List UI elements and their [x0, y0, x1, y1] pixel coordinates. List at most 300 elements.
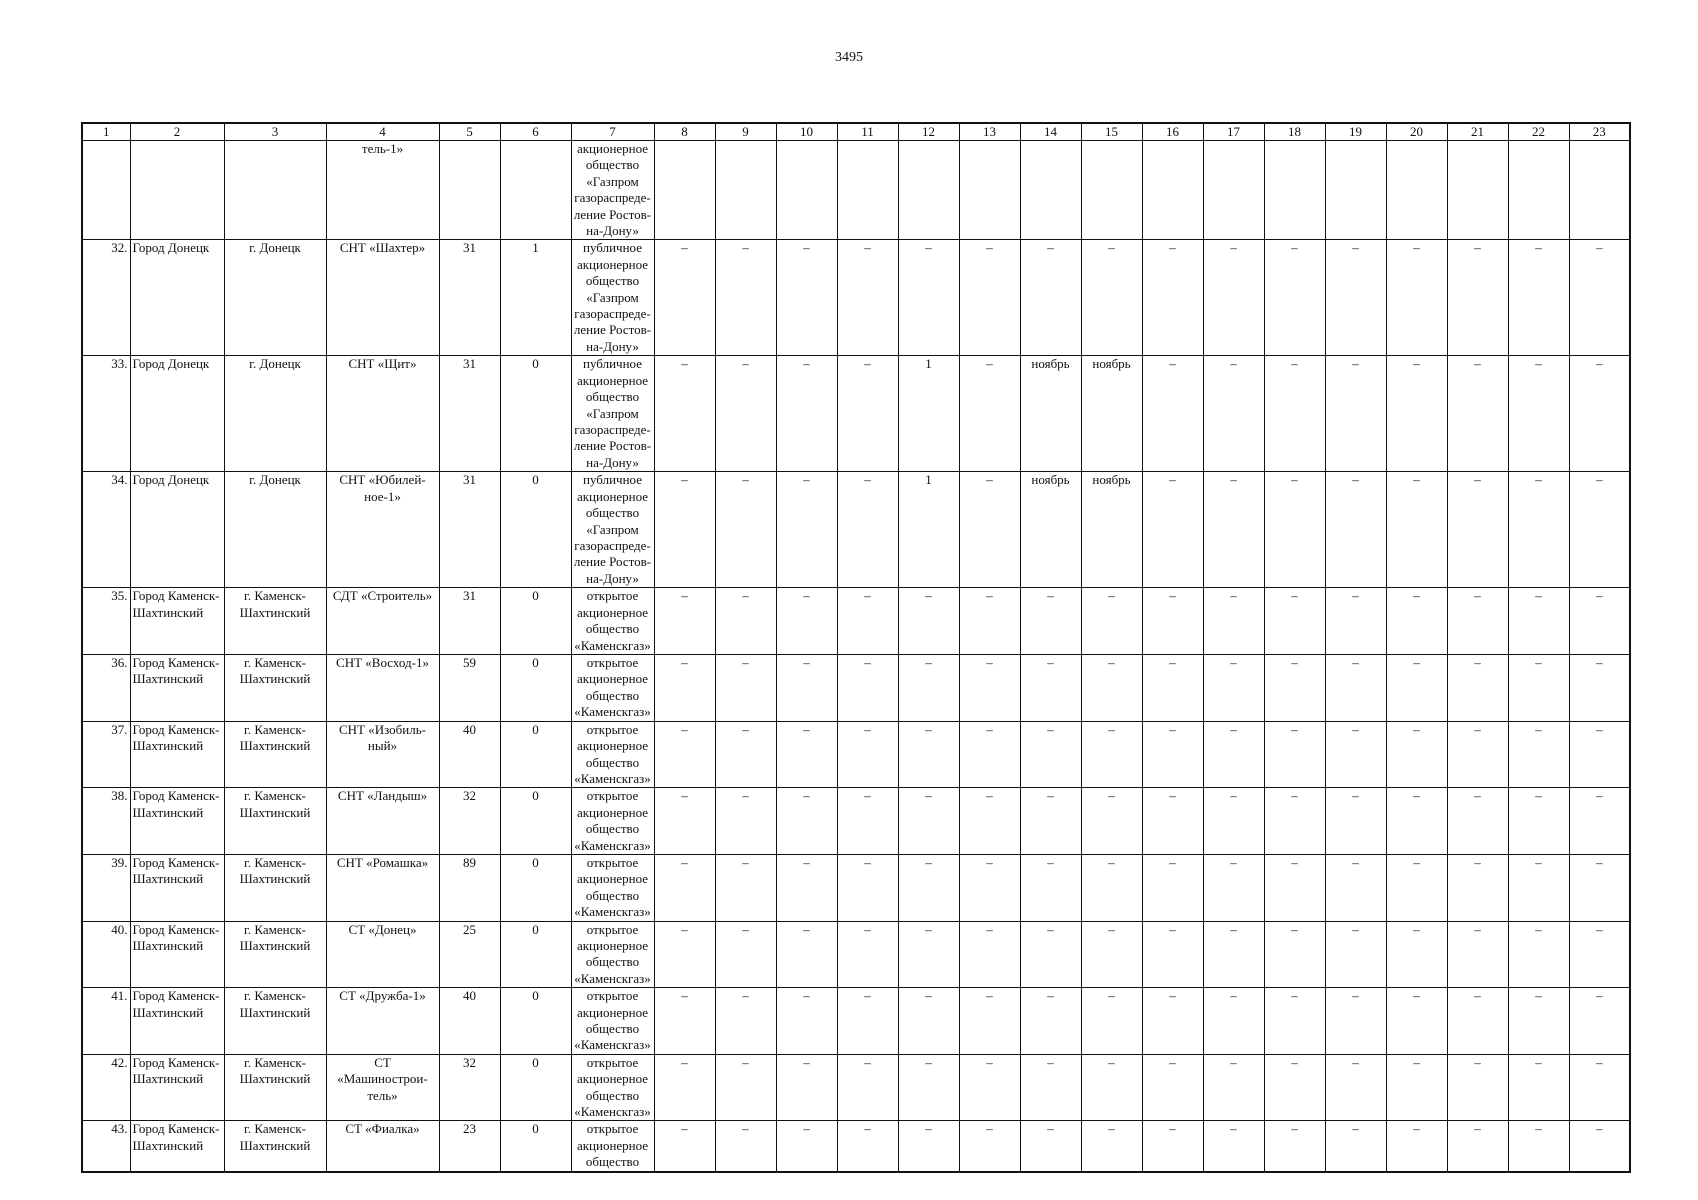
partnership-name-cell: СНТ «Щит»: [326, 356, 439, 472]
gas-organization-cell: открытое акционерное общество «Каменскгаз»: [571, 854, 654, 921]
column-17-cell: –: [1203, 1121, 1264, 1172]
column-18-cell: –: [1264, 588, 1325, 655]
partnership-name-cell: СТ «Донец»: [326, 921, 439, 988]
column-8-cell: –: [654, 1054, 715, 1121]
column-5-cell: 59: [439, 655, 500, 722]
column-13-cell: –: [959, 721, 1020, 788]
column-16-cell: –: [1142, 356, 1203, 472]
gas-organization-cell: публичное акционерное общество «Газпром газораспреде-ление Ростов-на-Дону»: [571, 472, 654, 588]
municipality-cell: Город Донецк: [130, 240, 224, 356]
column-17-cell: –: [1203, 655, 1264, 722]
partnership-name-cell: СНТ «Ромашка»: [326, 854, 439, 921]
column-12-cell: –: [898, 721, 959, 788]
column-14-cell: –: [1020, 1054, 1081, 1121]
municipality-cell: Город Каменск-Шахтинский: [130, 988, 224, 1055]
column-16-cell: –: [1142, 1121, 1203, 1172]
column-5-cell: 31: [439, 588, 500, 655]
column-23-cell: –: [1569, 1054, 1630, 1121]
column-19-cell: –: [1325, 988, 1386, 1055]
gas-organization-cell: публичное акционерное общество «Газпром газораспреде-ление Ростов-на-Дону»: [571, 240, 654, 356]
municipality-cell: Город Донецк: [130, 356, 224, 472]
column-13-cell: –: [959, 921, 1020, 988]
partnership-name-cell: СНТ «Изобиль-ный»: [326, 721, 439, 788]
column-14-cell: –: [1020, 588, 1081, 655]
column-header-20: 20: [1386, 123, 1447, 141]
column-10-cell: –: [776, 1121, 837, 1172]
column-11-cell: –: [837, 472, 898, 588]
row-number: 40.: [82, 921, 130, 988]
column-17-cell: –: [1203, 988, 1264, 1055]
column-13-cell: [959, 141, 1020, 240]
column-8-cell: –: [654, 788, 715, 855]
settlement-cell: г. Донецк: [224, 356, 326, 472]
column-16-cell: –: [1142, 854, 1203, 921]
column-6-cell: 0: [500, 721, 571, 788]
column-8-cell: –: [654, 1121, 715, 1172]
settlement-cell: г. Каменск-Шахтинский: [224, 988, 326, 1055]
column-12-cell: –: [898, 655, 959, 722]
column-9-cell: –: [715, 921, 776, 988]
row-number: 32.: [82, 240, 130, 356]
column-23-cell: –: [1569, 988, 1630, 1055]
partnership-name-cell: СНТ «Ландыш»: [326, 788, 439, 855]
column-12-cell: –: [898, 988, 959, 1055]
column-20-cell: –: [1386, 854, 1447, 921]
column-16-cell: –: [1142, 655, 1203, 722]
column-21-cell: –: [1447, 1054, 1508, 1121]
column-12-cell: –: [898, 1054, 959, 1121]
column-16-cell: –: [1142, 240, 1203, 356]
column-header-18: 18: [1264, 123, 1325, 141]
column-21-cell: –: [1447, 356, 1508, 472]
column-16-cell: –: [1142, 1054, 1203, 1121]
column-20-cell: –: [1386, 588, 1447, 655]
column-8-cell: –: [654, 655, 715, 722]
column-17-cell: –: [1203, 356, 1264, 472]
column-9-cell: –: [715, 854, 776, 921]
column-9-cell: –: [715, 788, 776, 855]
column-8-cell: –: [654, 988, 715, 1055]
gas-organization-cell: открытое акционерное общество «Каменскгаз»: [571, 788, 654, 855]
table-row: [82, 588, 1630, 655]
column-18-cell: –: [1264, 721, 1325, 788]
column-12-cell: –: [898, 921, 959, 988]
column-16-cell: –: [1142, 788, 1203, 855]
partnership-name-cell: СТ «Фиалка»: [326, 1121, 439, 1172]
table-row: [82, 921, 1630, 988]
column-10-cell: –: [776, 1054, 837, 1121]
column-19-cell: –: [1325, 356, 1386, 472]
column-22-cell: –: [1508, 721, 1569, 788]
column-18-cell: –: [1264, 240, 1325, 356]
column-12-cell: 1: [898, 472, 959, 588]
column-15-cell: ноябрь: [1081, 356, 1142, 472]
column-19-cell: –: [1325, 1054, 1386, 1121]
column-15-cell: –: [1081, 721, 1142, 788]
column-22-cell: –: [1508, 356, 1569, 472]
municipality-cell: Город Каменск-Шахтинский: [130, 1121, 224, 1172]
column-19-cell: –: [1325, 240, 1386, 356]
column-header-10: 10: [776, 123, 837, 141]
column-14-cell: –: [1020, 1121, 1081, 1172]
column-6-cell: 0: [500, 854, 571, 921]
column-16-cell: –: [1142, 721, 1203, 788]
column-14-cell: ноябрь: [1020, 472, 1081, 588]
column-15-cell: –: [1081, 1121, 1142, 1172]
column-19-cell: [1325, 141, 1386, 240]
column-18-cell: –: [1264, 1054, 1325, 1121]
table-row: [82, 141, 1630, 240]
column-9-cell: –: [715, 356, 776, 472]
row-number: 38.: [82, 788, 130, 855]
column-13-cell: –: [959, 1054, 1020, 1121]
partnership-name-cell: СДТ «Строитель»: [326, 588, 439, 655]
column-10-cell: –: [776, 988, 837, 1055]
column-8-cell: –: [654, 356, 715, 472]
column-5-cell: 31: [439, 356, 500, 472]
column-14-cell: –: [1020, 921, 1081, 988]
column-13-cell: –: [959, 356, 1020, 472]
column-18-cell: –: [1264, 788, 1325, 855]
column-header-11: 11: [837, 123, 898, 141]
column-22-cell: –: [1508, 655, 1569, 722]
column-13-cell: –: [959, 240, 1020, 356]
column-10-cell: –: [776, 356, 837, 472]
column-15-cell: –: [1081, 655, 1142, 722]
column-21-cell: –: [1447, 854, 1508, 921]
column-23-cell: –: [1569, 356, 1630, 472]
table-row: [82, 240, 1630, 356]
column-9-cell: –: [715, 472, 776, 588]
column-header-13: 13: [959, 123, 1020, 141]
column-9-cell: –: [715, 655, 776, 722]
column-21-cell: –: [1447, 788, 1508, 855]
column-18-cell: –: [1264, 921, 1325, 988]
column-header-17: 17: [1203, 123, 1264, 141]
column-6-cell: [500, 141, 571, 240]
column-19-cell: –: [1325, 655, 1386, 722]
column-10-cell: –: [776, 788, 837, 855]
column-22-cell: –: [1508, 921, 1569, 988]
column-10-cell: –: [776, 854, 837, 921]
column-22-cell: –: [1508, 1054, 1569, 1121]
column-12-cell: [898, 141, 959, 240]
column-14-cell: ноябрь: [1020, 356, 1081, 472]
column-20-cell: –: [1386, 1121, 1447, 1172]
column-14-cell: –: [1020, 240, 1081, 356]
column-11-cell: –: [837, 655, 898, 722]
column-8-cell: –: [654, 240, 715, 356]
column-20-cell: –: [1386, 988, 1447, 1055]
column-23-cell: –: [1569, 655, 1630, 722]
column-14-cell: [1020, 141, 1081, 240]
column-23-cell: –: [1569, 788, 1630, 855]
column-9-cell: –: [715, 1121, 776, 1172]
column-13-cell: –: [959, 588, 1020, 655]
column-13-cell: –: [959, 472, 1020, 588]
column-header-9: 9: [715, 123, 776, 141]
column-17-cell: –: [1203, 472, 1264, 588]
column-8-cell: [654, 141, 715, 240]
column-20-cell: –: [1386, 788, 1447, 855]
row-number: 37.: [82, 721, 130, 788]
column-16-cell: –: [1142, 472, 1203, 588]
column-16-cell: –: [1142, 588, 1203, 655]
column-6-cell: 0: [500, 1121, 571, 1172]
settlement-cell: г. Каменск-Шахтинский: [224, 788, 326, 855]
column-9-cell: –: [715, 721, 776, 788]
column-18-cell: –: [1264, 655, 1325, 722]
column-6-cell: 0: [500, 472, 571, 588]
column-10-cell: –: [776, 472, 837, 588]
municipality-cell: Город Каменск-Шахтинский: [130, 854, 224, 921]
column-21-cell: –: [1447, 721, 1508, 788]
column-16-cell: [1142, 141, 1203, 240]
column-22-cell: –: [1508, 240, 1569, 356]
column-15-cell: –: [1081, 921, 1142, 988]
column-19-cell: –: [1325, 1121, 1386, 1172]
column-13-cell: –: [959, 988, 1020, 1055]
column-17-cell: –: [1203, 240, 1264, 356]
column-11-cell: –: [837, 788, 898, 855]
column-18-cell: –: [1264, 1121, 1325, 1172]
column-23-cell: –: [1569, 721, 1630, 788]
column-8-cell: –: [654, 721, 715, 788]
column-header-22: 22: [1508, 123, 1569, 141]
column-9-cell: –: [715, 588, 776, 655]
row-number: 33.: [82, 356, 130, 472]
column-6-cell: 0: [500, 1054, 571, 1121]
column-12-cell: –: [898, 588, 959, 655]
municipality-cell: Город Каменск-Шахтинский: [130, 788, 224, 855]
column-20-cell: [1386, 141, 1447, 240]
column-20-cell: –: [1386, 1054, 1447, 1121]
column-18-cell: –: [1264, 356, 1325, 472]
table-row: [82, 356, 1630, 472]
row-number: 39.: [82, 854, 130, 921]
row-number: 43.: [82, 1121, 130, 1172]
column-17-cell: –: [1203, 588, 1264, 655]
column-5-cell: 32: [439, 1054, 500, 1121]
column-22-cell: –: [1508, 1121, 1569, 1172]
column-17-cell: –: [1203, 721, 1264, 788]
column-6-cell: 0: [500, 921, 571, 988]
column-10-cell: –: [776, 588, 837, 655]
gas-organization-cell: публичное акционерное общество «Газпром газораспреде-ление Ростов-на-Дону»: [571, 356, 654, 472]
column-11-cell: –: [837, 988, 898, 1055]
column-header-5: 5: [439, 123, 500, 141]
column-11-cell: –: [837, 921, 898, 988]
column-6-cell: 1: [500, 240, 571, 356]
column-6-cell: 0: [500, 988, 571, 1055]
column-11-cell: –: [837, 721, 898, 788]
column-14-cell: –: [1020, 854, 1081, 921]
column-5-cell: 32: [439, 788, 500, 855]
gas-organization-cell: открытое акционерное общество «Каменскгаз»: [571, 655, 654, 722]
table-body: [82, 141, 1630, 1172]
column-20-cell: –: [1386, 655, 1447, 722]
settlement-cell: г. Каменск-Шахтинский: [224, 655, 326, 722]
column-23-cell: –: [1569, 240, 1630, 356]
column-21-cell: –: [1447, 472, 1508, 588]
column-15-cell: –: [1081, 854, 1142, 921]
column-15-cell: –: [1081, 588, 1142, 655]
column-23-cell: –: [1569, 854, 1630, 921]
column-22-cell: –: [1508, 472, 1569, 588]
column-20-cell: –: [1386, 472, 1447, 588]
column-18-cell: –: [1264, 988, 1325, 1055]
row-number: 35.: [82, 588, 130, 655]
column-21-cell: –: [1447, 588, 1508, 655]
settlement-cell: г. Каменск-Шахтинский: [224, 1054, 326, 1121]
column-5-cell: [439, 141, 500, 240]
partnership-name-cell: СТ «Дружба-1»: [326, 988, 439, 1055]
column-17-cell: –: [1203, 1054, 1264, 1121]
settlement-cell: г. Каменск-Шахтинский: [224, 921, 326, 988]
column-header-12: 12: [898, 123, 959, 141]
settlement-cell: г. Донецк: [224, 240, 326, 356]
column-21-cell: –: [1447, 240, 1508, 356]
column-15-cell: –: [1081, 788, 1142, 855]
column-8-cell: –: [654, 921, 715, 988]
column-6-cell: 0: [500, 655, 571, 722]
column-22-cell: –: [1508, 788, 1569, 855]
gas-organization-cell: открытое акционерное общество «Каменскгаз»: [571, 921, 654, 988]
table-row: [82, 1054, 1630, 1121]
row-number: 41.: [82, 988, 130, 1055]
column-21-cell: –: [1447, 921, 1508, 988]
table-row: [82, 721, 1630, 788]
settlement-cell: г. Каменск-Шахтинский: [224, 721, 326, 788]
column-10-cell: –: [776, 721, 837, 788]
column-9-cell: –: [715, 1054, 776, 1121]
column-header-6: 6: [500, 123, 571, 141]
municipality-cell: Город Каменск-Шахтинский: [130, 921, 224, 988]
column-6-cell: 0: [500, 356, 571, 472]
municipality-cell: [130, 141, 224, 240]
column-12-cell: –: [898, 788, 959, 855]
column-header-1: 1: [82, 123, 130, 141]
column-17-cell: [1203, 141, 1264, 240]
gas-organization-cell: открытое акционерное общество «Каменскгаз»: [571, 988, 654, 1055]
municipality-cell: Город Каменск-Шахтинский: [130, 1054, 224, 1121]
column-5-cell: 23: [439, 1121, 500, 1172]
column-16-cell: –: [1142, 988, 1203, 1055]
column-header-15: 15: [1081, 123, 1142, 141]
column-22-cell: –: [1508, 854, 1569, 921]
gas-organization-cell: открытое акционерное общество «Каменскгаз»: [571, 588, 654, 655]
column-15-cell: [1081, 141, 1142, 240]
column-9-cell: –: [715, 240, 776, 356]
column-15-cell: –: [1081, 988, 1142, 1055]
column-15-cell: –: [1081, 1054, 1142, 1121]
column-17-cell: –: [1203, 788, 1264, 855]
column-10-cell: –: [776, 655, 837, 722]
municipality-cell: Город Каменск-Шахтинский: [130, 721, 224, 788]
column-17-cell: –: [1203, 854, 1264, 921]
column-23-cell: –: [1569, 472, 1630, 588]
column-22-cell: –: [1508, 588, 1569, 655]
row-number: 34.: [82, 472, 130, 588]
column-19-cell: –: [1325, 788, 1386, 855]
column-14-cell: –: [1020, 988, 1081, 1055]
column-header-3: 3: [224, 123, 326, 141]
column-11-cell: –: [837, 240, 898, 356]
column-11-cell: –: [837, 854, 898, 921]
column-23-cell: –: [1569, 588, 1630, 655]
column-header-16: 16: [1142, 123, 1203, 141]
column-19-cell: –: [1325, 588, 1386, 655]
partnership-name-cell: тель-1»: [326, 141, 439, 240]
settlement-cell: г. Каменск-Шахтинский: [224, 588, 326, 655]
column-6-cell: 0: [500, 788, 571, 855]
column-header-2: 2: [130, 123, 224, 141]
column-11-cell: –: [837, 1054, 898, 1121]
column-header-21: 21: [1447, 123, 1508, 141]
column-12-cell: –: [898, 854, 959, 921]
column-19-cell: –: [1325, 472, 1386, 588]
column-10-cell: –: [776, 921, 837, 988]
column-12-cell: –: [898, 1121, 959, 1172]
column-20-cell: –: [1386, 356, 1447, 472]
column-header-7: 7: [571, 123, 654, 141]
row-number: [82, 141, 130, 240]
settlement-cell: г. Донецк: [224, 472, 326, 588]
column-5-cell: 25: [439, 921, 500, 988]
column-header-14: 14: [1020, 123, 1081, 141]
gas-organization-cell: акционерное общество «Газпром газораспреде-ление Ростов-на-Дону»: [571, 141, 654, 240]
table-row: [82, 788, 1630, 855]
column-13-cell: –: [959, 1121, 1020, 1172]
column-header-23: 23: [1569, 123, 1630, 141]
column-8-cell: –: [654, 588, 715, 655]
row-number: 42.: [82, 1054, 130, 1121]
table-row: [82, 655, 1630, 722]
column-header-19: 19: [1325, 123, 1386, 141]
column-12-cell: –: [898, 240, 959, 356]
column-21-cell: –: [1447, 1121, 1508, 1172]
data-table: [81, 122, 1631, 1173]
table-row: [82, 854, 1630, 921]
partnership-name-cell: СНТ «Юбилей-ное-1»: [326, 472, 439, 588]
column-18-cell: –: [1264, 854, 1325, 921]
column-10-cell: –: [776, 240, 837, 356]
column-5-cell: 89: [439, 854, 500, 921]
column-15-cell: –: [1081, 240, 1142, 356]
column-5-cell: 31: [439, 472, 500, 588]
column-23-cell: –: [1569, 921, 1630, 988]
column-18-cell: [1264, 141, 1325, 240]
column-17-cell: –: [1203, 921, 1264, 988]
column-21-cell: [1447, 141, 1508, 240]
municipality-cell: Город Донецк: [130, 472, 224, 588]
partnership-name-cell: СНТ «Шахтер»: [326, 240, 439, 356]
column-20-cell: –: [1386, 921, 1447, 988]
column-16-cell: –: [1142, 921, 1203, 988]
column-8-cell: –: [654, 472, 715, 588]
settlement-cell: [224, 141, 326, 240]
column-header-8: 8: [654, 123, 715, 141]
municipality-cell: Город Каменск-Шахтинский: [130, 588, 224, 655]
column-22-cell: [1508, 141, 1569, 240]
column-11-cell: –: [837, 588, 898, 655]
column-5-cell: 40: [439, 988, 500, 1055]
table-row: [82, 1121, 1630, 1172]
column-19-cell: –: [1325, 721, 1386, 788]
column-14-cell: –: [1020, 788, 1081, 855]
column-22-cell: –: [1508, 988, 1569, 1055]
column-21-cell: –: [1447, 988, 1508, 1055]
